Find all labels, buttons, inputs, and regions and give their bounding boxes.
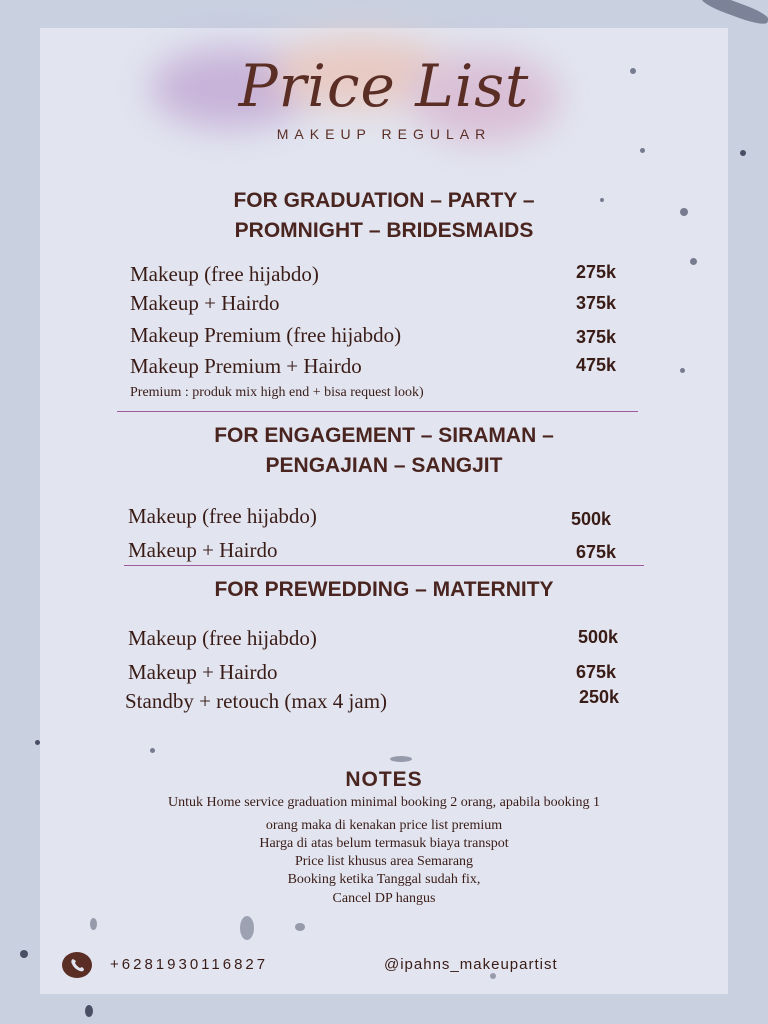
item-price: 475k [576, 355, 617, 375]
phone-icon [62, 952, 92, 978]
notes-line: Booking ketika Tanggal sudah fix, [287, 872, 481, 887]
list-item: Makeup (free hijabdo) [128, 504, 317, 528]
list-item: Makeup Premium (free hijabdo) [130, 323, 402, 347]
list-item: Makeup + Hairdo [130, 291, 280, 315]
notes-line: Price list khusus area Semarang [294, 854, 474, 869]
item-price: 500k [571, 509, 612, 529]
list-item: Standby + retouch (max 4 jam) [125, 689, 388, 713]
list-item: Makeup (free hijabdo) [128, 626, 317, 650]
premium-note: Premium : produk mix high end + bisa request look) [130, 385, 424, 400]
paint-splatter [85, 1005, 93, 1017]
list-item: Makeup + Hairdo [128, 660, 278, 684]
phone-number[interactable]: +6281930116827 [110, 956, 269, 973]
notes-line: Harga di atas belum termasuk biaya transpot [259, 836, 509, 851]
item-price: 675k [576, 542, 617, 562]
item-price: 675k [576, 662, 617, 682]
divider [124, 565, 644, 566]
section-heading-graduation: FOR GRADUATION – PARTY – PROMNIGHT – BRIDESMAIDS [233, 189, 535, 242]
item-price: 250k [579, 687, 620, 707]
paint-splatter [700, 0, 768, 28]
notes-heading: NOTES [345, 768, 423, 791]
item-price: 500k [578, 627, 619, 647]
notes-line: orang maka di kenakan price list premium [265, 818, 503, 833]
paint-splatter [20, 950, 28, 958]
list-item: Makeup Premium + Hairdo [130, 354, 362, 378]
item-price: 375k [576, 293, 617, 313]
list-item: Makeup + Hairdo [128, 538, 278, 562]
section-heading-prewedding: FOR PREWEDDING – MATERNITY [214, 578, 554, 601]
paint-splatter [740, 150, 746, 156]
list-item: Makeup (free hijabdo) [130, 262, 319, 286]
item-price: 275k [576, 262, 617, 282]
instagram-handle[interactable]: @ipahns_makeupartist [384, 956, 558, 973]
page-title: Price List [238, 52, 530, 120]
notes-line: Untuk Home service graduation minimal booking 2 orang, apabila booking 1 [168, 795, 600, 810]
divider [117, 411, 638, 412]
item-price: 375k [576, 327, 617, 347]
page-subtitle: MAKEUP REGULAR [276, 126, 492, 142]
notes-line: Cancel DP hangus [332, 891, 436, 906]
section-heading-engagement: FOR ENGAGEMENT – SIRAMAN – PENGAJIAN – SANGJIT [214, 424, 554, 477]
